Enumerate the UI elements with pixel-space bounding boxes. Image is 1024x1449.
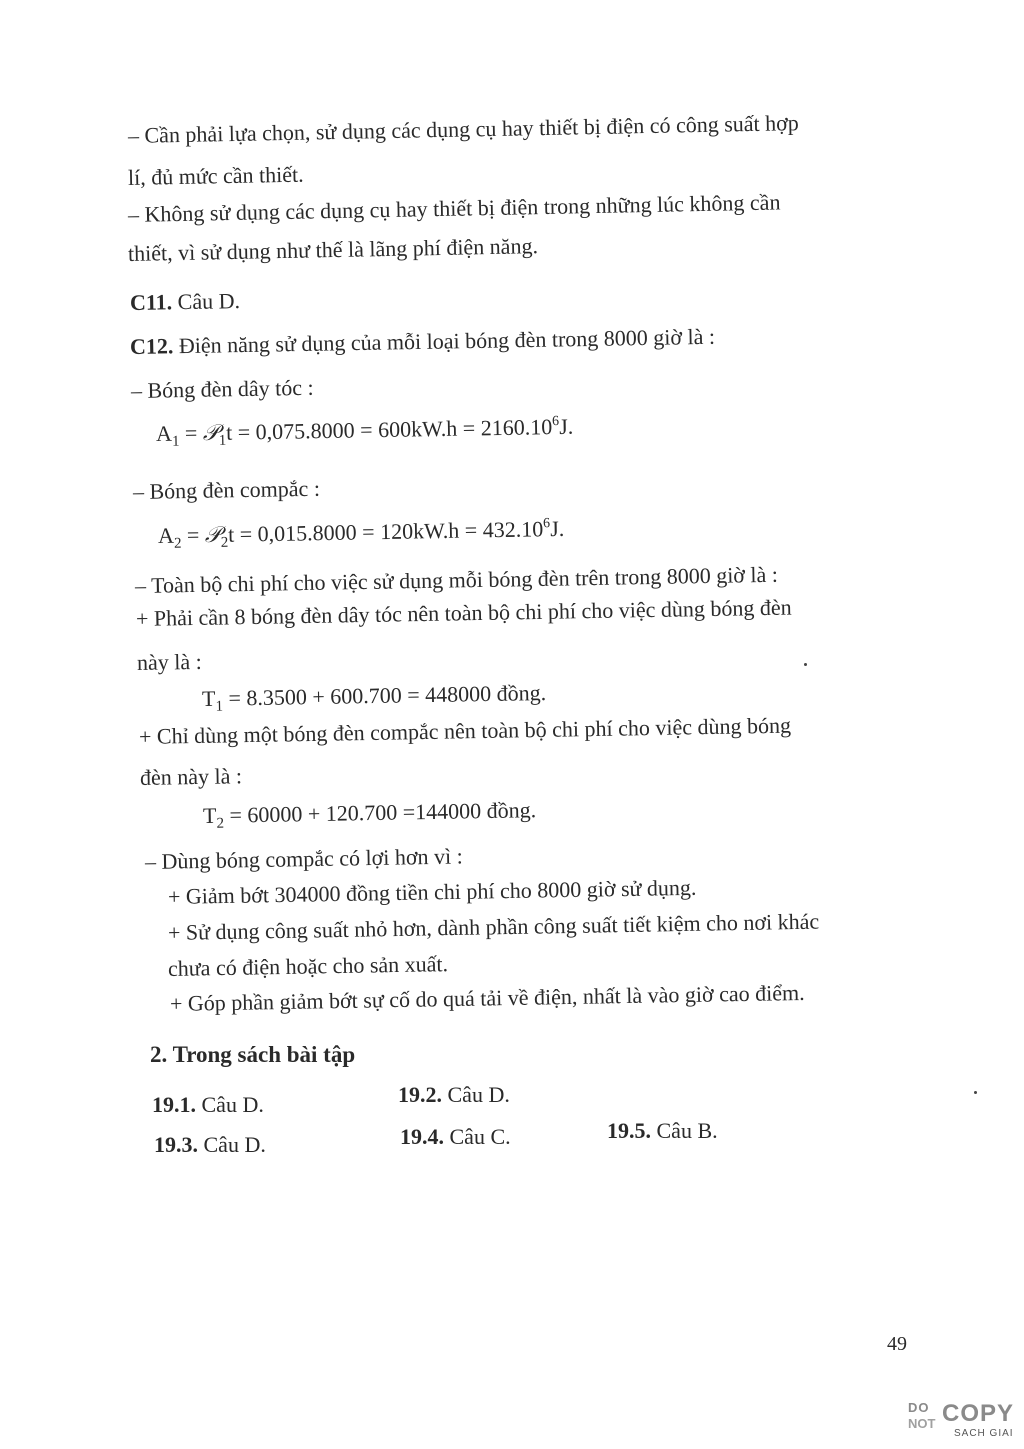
exercise-answer [152, 1091, 264, 1119]
section-heading: 2. Trong sách bài tập [150, 1042, 356, 1067]
answer-text: Điện năng sử dụng của mỗi loại bóng đèn trong 8000 giờ là : [173, 323, 716, 359]
answer-text: Câu D. [442, 1082, 510, 1107]
answer-label: C11. [129, 289, 173, 315]
watermark-not: NOT [908, 1416, 936, 1431]
scan-speck [974, 1091, 977, 1094]
answer-text: Câu D. [171, 288, 241, 315]
paragraph-line: – Không sử dụng các dụng cụ hay thiết bị điện trong những lúc không cần [127, 189, 781, 227]
watermark-copy: COPY [942, 1400, 1015, 1427]
answer-label: 19.3. [154, 1132, 198, 1157]
answer-text: Câu D. [196, 1092, 264, 1117]
paragraph-line: đèn này là : [139, 763, 243, 790]
answer-label: 19.5. [607, 1118, 651, 1143]
paragraph-line: này là : [136, 648, 202, 675]
answer-text: Câu C. [444, 1124, 511, 1149]
paragraph-line: chưa có điện hoặc cho sản xuất. [167, 951, 449, 981]
paragraph-line: + Phải cần 8 bóng đèn dây tóc nên toàn bộ chi phí cho việc dùng bóng đèn [135, 594, 792, 631]
watermark-logo [906, 1398, 1016, 1444]
exercise-answer [154, 1131, 266, 1159]
equation-t2: $T_2 = 60000 + 120.700 =144000$ đồng. [202, 797, 537, 832]
watermark-brand: SACH GIAI [954, 1428, 1014, 1439]
paragraph-line: + Giảm bớt 304000 đồng tiền chi phí cho 8000 giờ sử dụng. [167, 874, 697, 909]
paragraph-line: lí, đủ mức cần thiết. [127, 161, 304, 190]
answer-text: Câu D. [198, 1132, 266, 1157]
answer-text: Câu B. [651, 1118, 718, 1143]
answer-c12 [130, 323, 715, 361]
paragraph-line: + Sử dụng công suất nhỏ hơn, dành phần công suất tiết kiệm cho nơi khác [167, 908, 820, 945]
exercise-answer [398, 1081, 510, 1109]
answer-c11 [130, 287, 240, 317]
equation-a2: $A_2$ = 𝒫$_2$t = $0,015.8000 = 120kW.h = 432.10^6J$. [157, 515, 565, 552]
watermark-do: DO [908, 1400, 930, 1415]
scan-speck [804, 663, 807, 666]
paragraph-line: – Cần phải lựa chọn, sử dụng các dụng cụ hay thiết bị điện có công suất hợp [127, 110, 799, 148]
paragraph-line: + Chỉ dùng một bóng đèn compắc nên toàn bộ chi phí cho việc dùng bóng [138, 712, 792, 749]
paragraph-line: – Toàn bộ chi phí cho việc sử dụng mỗi bóng đèn trên trong 8000 giờ là : [134, 561, 779, 598]
equation-t1: $T_1 = 8.3500 + 600.700 = 448000$ đồng. [201, 679, 547, 715]
paragraph-line: – Bóng đèn compắc : [132, 475, 321, 504]
paragraph-line: thiết, vì sử dụng như thế là lãng phí điện năng. [127, 233, 539, 266]
answer-label: 19.4. [400, 1124, 444, 1149]
answer-label: C12. [129, 333, 174, 359]
answer-label: 19.1. [152, 1092, 196, 1117]
paragraph-line: – Dùng bóng compắc có lợi hơn vì : [144, 843, 463, 874]
exercise-answer [607, 1117, 718, 1145]
page-number: 49 [887, 1333, 907, 1355]
equation-a1: $A_1$ = 𝒫$_1$t = $0,075.8000 = 600kW.h = 2160.10^6J$. [155, 413, 574, 450]
paragraph-line: – Bóng đèn dây tóc : [130, 374, 314, 403]
paragraph-line: + Góp phần giảm bớt sự cố do quá tải về điện, nhất là vào giờ cao điểm. [169, 979, 805, 1016]
exercise-answer [400, 1123, 511, 1151]
answer-label: 19.2. [398, 1082, 442, 1107]
